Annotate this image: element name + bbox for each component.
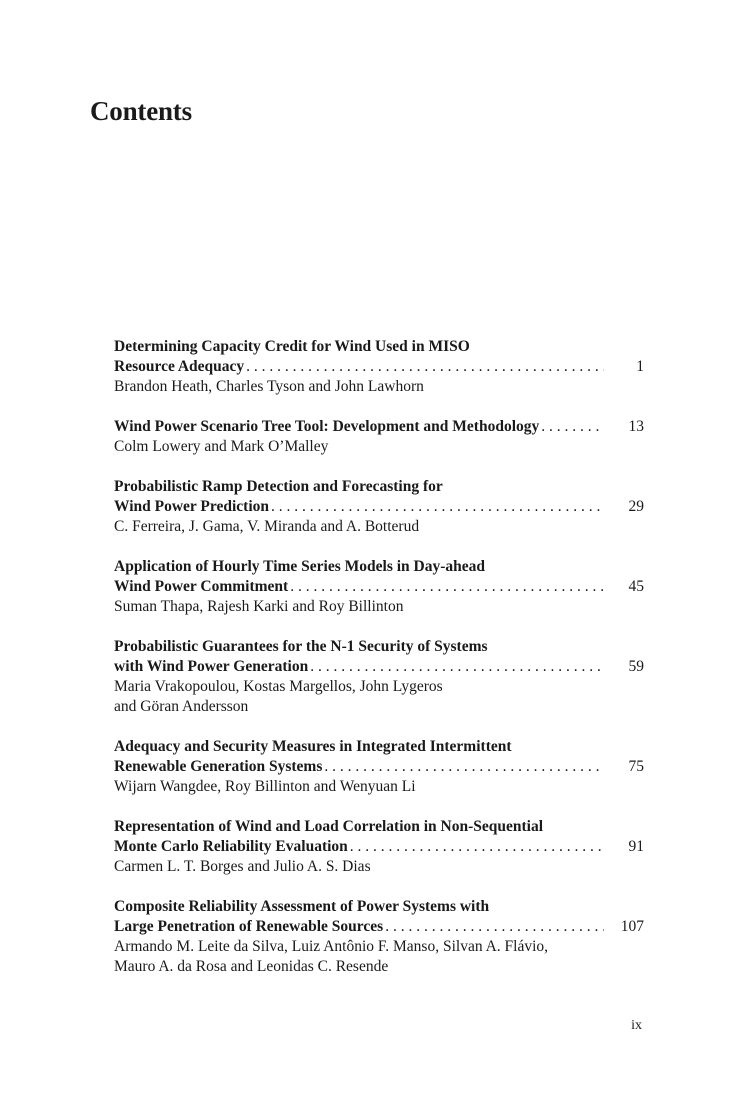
chapter-title-line: Probabilistic Guarantees for the N-1 Security of Systems: [114, 638, 488, 655]
toc-entry[interactable]: [114, 817, 644, 877]
chapter-authors: Suman Thapa, Rajesh Karki and Roy Billinton: [114, 598, 404, 615]
chapter-title-row: [114, 497, 644, 517]
chapter-authors: Colm Lowery and Mark O’Malley: [114, 438, 329, 455]
chapter-title-line: Adequacy and Security Measures in Integrated Intermittent: [114, 738, 512, 755]
chapter-title-row: [114, 577, 644, 597]
chapter-authors: Maria Vrakopoulou, Kostas Margellos, John Lygeros: [114, 678, 443, 695]
chapter-title-line: Renewable Generation Systems: [114, 758, 323, 775]
toc-entry[interactable]: [114, 637, 644, 717]
toc-entry[interactable]: [114, 897, 644, 977]
dot-leader: [244, 357, 604, 377]
chapter-title-line: Monte Carlo Reliability Evaluation: [114, 838, 348, 855]
chapter-title-line: Wind Power Prediction: [114, 498, 269, 515]
chapter-authors: Mauro A. da Rosa and Leonidas C. Resende: [114, 958, 389, 975]
chapter-title-row: [114, 837, 644, 857]
toc-entry[interactable]: [114, 337, 644, 397]
dot-leader: [269, 497, 604, 517]
dot-leader: [322, 757, 604, 777]
dot-leader: [308, 657, 604, 677]
dot-leader: [383, 917, 604, 937]
page-number: 107: [620, 918, 644, 935]
chapter-title-row: [114, 657, 644, 677]
table-of-contents: [114, 337, 644, 997]
chapter-title-line: Determining Capacity Credit for Wind Used in MISO: [114, 338, 470, 355]
toc-entry[interactable]: [114, 417, 644, 457]
page-number: 29: [628, 498, 644, 515]
chapter-title-line: with Wind Power Generation: [114, 658, 309, 675]
chapter-authors: Carmen L. T. Borges and Julio A. S. Dias: [114, 858, 371, 875]
page-number: 13: [628, 418, 644, 435]
toc-entry[interactable]: [114, 477, 644, 537]
page-number: 1: [636, 358, 644, 375]
dot-leader: [539, 417, 604, 437]
chapter-title-line: Composite Reliability Assessment of Power Systems with: [114, 898, 490, 915]
chapter-title-line: Resource Adequacy: [114, 358, 245, 375]
chapter-authors: Wijarn Wangdee, Roy Billinton and Wenyuan Li: [114, 778, 416, 795]
page-number: 59: [628, 658, 644, 675]
chapter-title-line: Wind Power Commitment: [114, 578, 289, 595]
chapter-authors: C. Ferreira, J. Gama, V. Miranda and A. Botterud: [114, 518, 420, 535]
page-number: 45: [628, 578, 644, 595]
page-title: Contents: [90, 96, 192, 126]
toc-entry[interactable]: [114, 557, 644, 617]
chapter-title-line: Large Penetration of Renewable Sources: [114, 918, 384, 935]
chapter-title-line: Application of Hourly Time Series Models in Day-ahead: [114, 558, 486, 575]
chapter-title-row: [114, 917, 644, 937]
dot-leader: [288, 577, 604, 597]
chapter-title-line: Probabilistic Ramp Detection and Forecasting for: [114, 478, 443, 495]
dot-leader: [348, 837, 604, 857]
chapter-authors: and Göran Andersson: [114, 698, 249, 715]
chapter-authors: Armando M. Leite da Silva, Luiz Antônio F. Manso, Silvan A. Flávio,: [114, 938, 549, 955]
page-number: 91: [628, 838, 644, 855]
chapter-title-row: [114, 417, 644, 437]
chapter-title-line: Representation of Wind and Load Correlation in Non-Sequential: [114, 818, 544, 835]
chapter-title-line: Wind Power Scenario Tree Tool: Development and Methodology: [114, 418, 540, 435]
chapter-title-row: [114, 357, 644, 377]
toc-entry[interactable]: [114, 737, 644, 797]
chapter-authors: Brandon Heath, Charles Tyson and John Lawhorn: [114, 378, 424, 395]
page-folio: ix: [631, 1018, 642, 1033]
page-number: 75: [628, 758, 644, 775]
chapter-title-row: [114, 757, 644, 777]
